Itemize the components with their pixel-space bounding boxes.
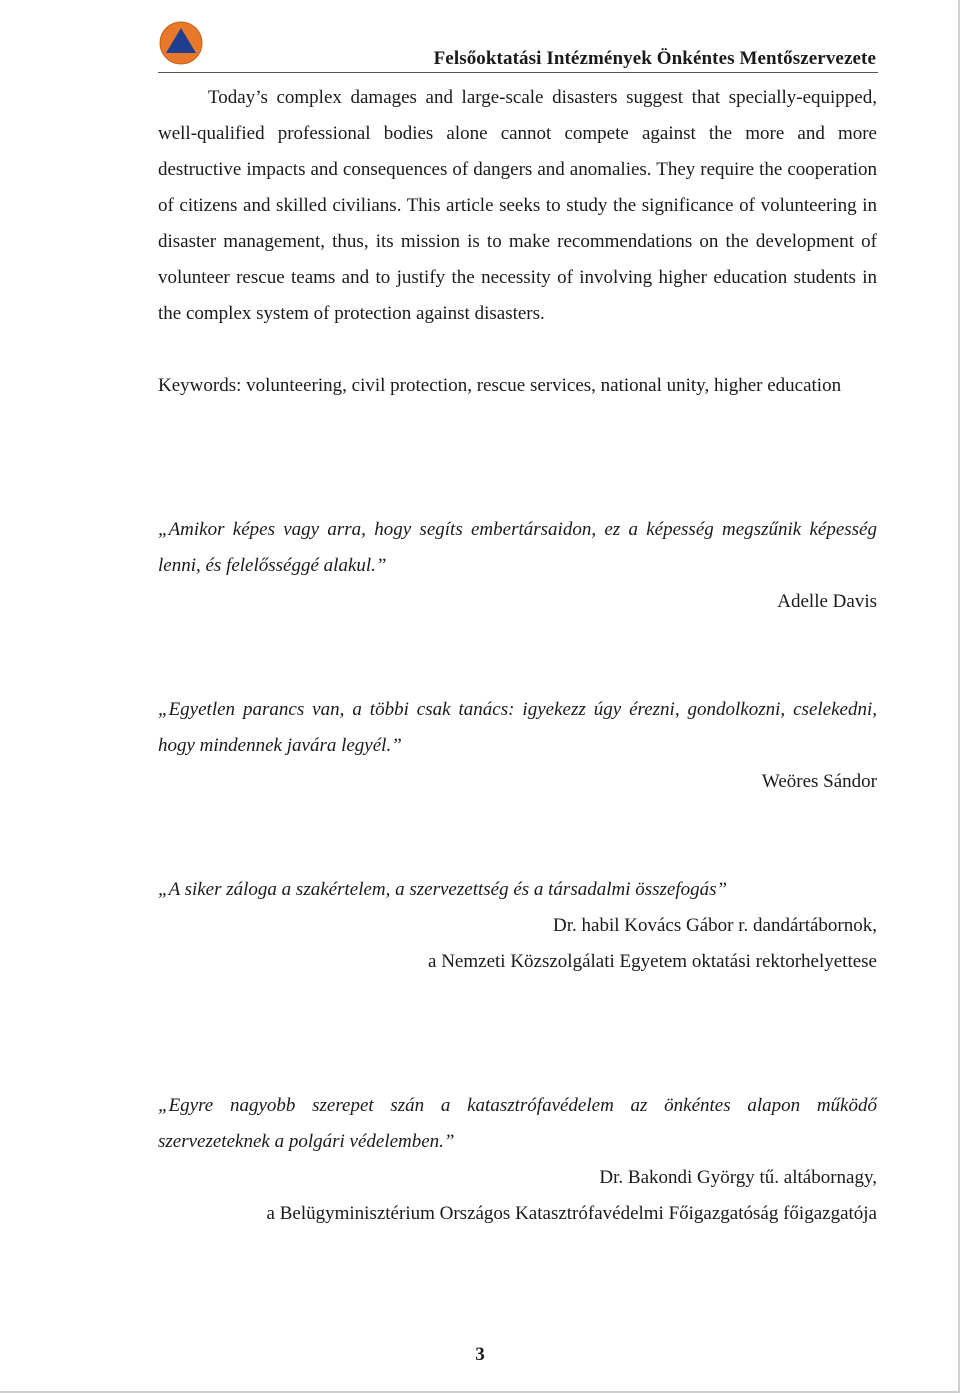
page-header [158,18,878,74]
quote-block [158,692,877,800]
civil-protection-logo-icon [158,20,204,66]
quote-text: „Egyetlen parancs van, a többi csak tanács: igyekezz úgy érezni, gondolkozni, cselekedni, hogy mindennek javára legyél.” [158,699,877,756]
header-divider [158,72,878,73]
organization-name: Felsőoktatási Intézmények Önkéntes Mentőszervezete [433,48,876,69]
quote-author-title: a Nemzeti Közszolgálati Egyetem oktatási rektorhelyettese [428,951,877,972]
quote-author: Dr. habil Kovács Gábor r. dandártábornok, [553,915,877,936]
quote-block [158,1088,877,1232]
page-number: 3 [475,1344,485,1365]
quote-author: Dr. Bakondi György tű. altábornagy, [599,1167,877,1188]
abstract-paragraph: Today’s complex damages and large-scale disasters suggest that specially-equipped, well-qualified professional bodies alone cannot compete against the more and more destructive impacts and consequences of dangers and anomalies. They require the cooperation of citizens and skilled civilians. This article seeks to study the significance of volunteering in disaster management, thus, its mission is to make recommendations on the development of volunteer rescue teams and to justify the necessity of involving higher education students in the complex system of protection against disasters. [158,87,877,324]
quote-text: „A siker záloga a szakértelem, a szervezettség és a társadalmi összefogás” [158,879,728,900]
quote-block [158,872,877,980]
quote-author-title: a Belügyminisztérium Országos Katasztrófavédelmi Főigazgatóság főigazgatója [266,1203,877,1224]
quote-author: Adelle Davis [777,591,877,612]
keywords-paragraph: Keywords: volunteering, civil protection, rescue services, national unity, higher education [158,375,842,396]
quote-text: „Amikor képes vagy arra, hogy segíts embertársaidon, ez a képesség megszűnik képesség lenni, és felelősséggé alakul.” [158,519,877,576]
quote-block [158,512,877,620]
quote-text: „Egyre nagyobb szerepet szán a katasztrófavédelem az önkéntes alapon működő szervezeteknek a polgári védelemben.” [158,1095,877,1152]
page-content [158,80,877,1232]
quote-author: Weöres Sándor [761,771,877,792]
